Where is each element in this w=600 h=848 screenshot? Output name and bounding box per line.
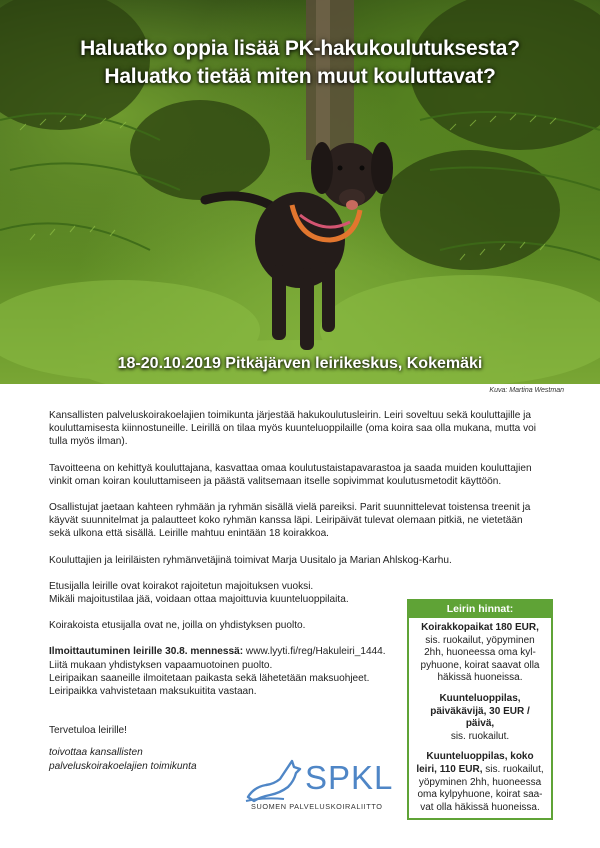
headline-line-2: Haluatko tietää miten muut kouluttavat? [104, 65, 496, 88]
registration-line: Leiripaikan saaneille ilmoitetaan paikasta sekä lähetetään maksuohjeet. [49, 672, 370, 684]
registration-line: Leiripaikka vahvistetaan maksukuitita vastaan. [49, 686, 257, 698]
priority-line: Etusijalla leirille ovat koirakot rajoitetun majoituksen vuoksi. [49, 580, 314, 592]
headline-line-1: Haluatko oppia lisää PK-hakukoulutuksesta? [80, 37, 520, 60]
groups-line: Osallistujat jaetaan kahteen ryhmään ja ryhmän sisällä vielä pareiksi. Parit suunnittelevat toistensa treenit ja [49, 502, 531, 514]
intro-paragraph [49, 409, 564, 449]
price-item: Koirakkopaikat 180 EUR, sis. ruokailut, yöpyminen 2hh, huoneessa oma kyl- pyhuone, koirat saavat olla häkissä huoneissa. [420, 622, 540, 684]
groups-line: sekä ulkona että sisällä. Leirille mahtuu enintään 18 koirakkoa. [49, 528, 329, 540]
groups-line: käyvät suunnitelmat ja palautteet koko ryhmän kanssa läpi. Leiripäivät tulevat olemaan pitkiä, ne vietetään [49, 515, 523, 527]
price-box-heading: Leirin hinnat: [409, 601, 551, 618]
priority-paragraph [49, 580, 401, 606]
dog-silhouette-icon [244, 757, 306, 805]
price-box [407, 599, 553, 820]
registration-link[interactable]: www.lyyti.fi/reg/Hakuleiri_1444. [245, 646, 386, 658]
event-date-location: 18-20.10.2019 Pitkäjärven leirikeskus, Kokemäki [117, 355, 483, 372]
logo-wordmark: SPKL [305, 759, 394, 796]
price-item: Kuunteluoppilas, päiväkävijä, 30 EUR / päivä, sis. ruokailut. [430, 692, 530, 742]
groups-paragraph [49, 501, 564, 541]
logo-subtitle: SUOMEN PALVELUSKOIRALIITTO [251, 802, 383, 811]
leaders-paragraph: Kouluttajien ja leiriläisten ryhmänvetäjinä toimivat Marja Uusitalo ja Marian Ahlskog-Karhu. [49, 554, 452, 566]
goal-line: vinkit oman koiran kouluttamiseen ja päästä valitsemaan itselle sopivimmat koulutusmetodit käyttöön. [49, 475, 502, 487]
registration-paragraph [49, 645, 401, 698]
goal-paragraph [49, 462, 564, 488]
support-paragraph: Koirakoista etusijalla ovat ne, joilla on yhdistyksen puolto. [49, 620, 306, 632]
registration-label: Ilmoittautuminen leirille 30.8. mennessä: [49, 646, 244, 658]
price-item: Kuunteluoppilas, koko leiri, 110 EUR, sis. ruokailut, yöpyminen 2hh, huoneessa oma kylpyhuone, koirat saa- vat olla häkissä huoneissa. [416, 751, 544, 813]
intro-line: Kansallisten palveluskoirakoelajien toimikunta järjestää hakukoulutusleirin. Leiri soveltuu sekä kouluttajille ja [49, 410, 531, 421]
signature-line: palveluskoirakoelajien toimikunta [49, 760, 197, 772]
registration-line: Liitä mukaan yhdistyksen vapaamuotoinen puolto. [49, 659, 273, 671]
intro-line: kouluttamisesta kiinnostuneille. Leirillä on tilaa myös kuunteluoppilaille (oma koira saa olla mukana, mutta voi [49, 423, 536, 435]
signature-line: toivottaa kansallisten [49, 747, 143, 759]
hero-photo [0, 0, 600, 384]
intro-line: tulla myös ilman). [49, 436, 128, 448]
photo-credit: Kuva: Martina Westman [489, 387, 564, 394]
priority-line: Mikäli majoitustilaa jää, voidaan ottaa majoittuvia kuunteluoppilaita. [49, 594, 349, 606]
spkl-logo [244, 757, 396, 815]
goal-line: Tavoitteena on kehittyä kouluttajana, kasvattaa omaa koulutustaistapavarastoa ja saada muiden kouluttajien [49, 462, 532, 474]
welcome-paragraph: Tervetuloa leirille! [49, 725, 127, 737]
